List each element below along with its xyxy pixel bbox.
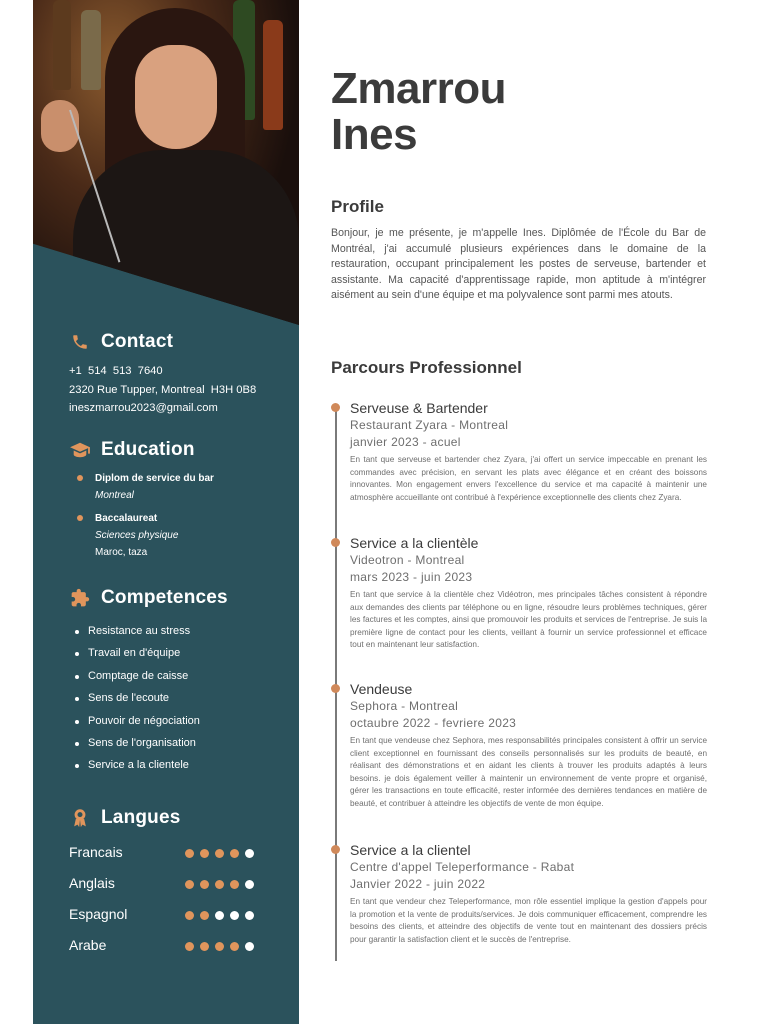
job-role: Service a la clientèle [350,535,479,551]
level-dot-filled [230,880,239,889]
level-dot-filled [200,911,209,920]
language-level [185,942,254,951]
level-dot-filled [230,942,239,951]
language-row [69,937,269,957]
level-dot-filled [200,942,209,951]
job-description: En tant que vendeur chez Teleperformance, mon rôle essentiel implique la gestion d'appels pour la promotion et la vente de produits/services. Je dois communiquer efficacement, comprendre les besoins des clients, et atteindre des objectifs de vente tout en maintenant des dossiers précis pour garantir la satisfaction client et le succès de l'entreprise. [350,897,707,944]
contact-address: 2320 Rue Tupper, Montreal H3H 0B8 [69,383,257,396]
level-dot-empty [215,911,224,920]
job-entry [331,680,707,811]
level-dot-empty [245,911,254,920]
puzzle-icon [69,587,91,609]
education-item-location: Montreal [95,490,134,501]
profile-title: Profile [331,197,384,216]
education-item-field: Sciences physique [95,530,179,541]
language-row [69,875,269,895]
level-dot-filled [185,942,194,951]
job-description: En tant que service à la clientèle chez Vidéotron, mes principales tâches consistent à répondre aux demandes des clients par téléphone ou en ligne, résoudre leurs problèmes techniques, gérer les factures et les comptes, ainsi que promouvoir les produits et services de l'entreprise. Je suis la première ligne de contact pour les clients, veillant à fournir un service professionnel et efficace tout en maintenant leur satisfaction. [350,590,707,650]
level-dot-filled [215,880,224,889]
job-role: Service a la clientel [350,842,471,858]
language-level [185,849,254,858]
job-company: Videotron - Montreal [350,553,465,567]
competences-section [33,586,299,777]
language-row [69,906,269,926]
competence-item: Sens de l'ecoute [69,687,299,709]
level-dot-empty [245,942,254,951]
level-dot-filled [185,911,194,920]
contact-phone[interactable]: +1 514 513 7640 [69,365,163,377]
education-item-title: Diplom de service du bar [95,473,214,484]
level-dot-filled [200,849,209,858]
competences-list [69,620,299,777]
competence-item: Pouvoir de négociation [69,710,299,732]
education-item [69,510,299,561]
level-dot-filled [200,880,209,889]
contact-section [33,330,299,418]
sidebar [33,0,299,1024]
job-dates: janvier 2023 - acuel [350,434,461,449]
level-dot-empty [245,849,254,858]
education-title: Education [101,439,195,460]
language-name: Arabe [69,937,107,953]
job-entry [331,534,707,652]
level-dot-filled [185,880,194,889]
competences-title: Competences [101,587,228,608]
profile-text: Bonjour, je me présente, je m'appelle Ines. Diplômée de l'École du Bar de Montréal, j'ai accumulé plusieurs expériences dans le domaine de la restauration, occupant principalement les postes de serveuse, bartender et assistante. Ma capacité d'apprentissage rapide, mon aptitude à m'intégrer aisément au sein d'une équipe et ma polyvalence sont parmi mes atouts. [331,227,706,302]
language-level [185,880,254,889]
competence-item: Sens de l'organisation [69,732,299,754]
job-dates: octaubre 2022 - fevriere 2023 [350,715,517,730]
career-title: Parcours Professionnel [331,358,522,377]
job-description: En tant que serveuse et bartender chez Zyara, j'ai offert un service impeccable en prenant les commandes avec précision, en servant les plats avec élégance et en créant des boissons innovantes. Mon engagement envers l'excellence du service et ma capacité à maintenir une atmosphère accueillante ont contribué à l'expérience exceptionnelle des clients chez Zyara. [350,455,707,502]
language-level [185,911,254,920]
job-company: Restaurant Zyara - Montreal [350,418,509,432]
language-name: Francais [69,844,123,860]
competence-item: Service a la clientele [69,754,299,776]
phone-icon [69,331,91,353]
level-dot-filled [230,849,239,858]
level-dot-filled [185,849,194,858]
timeline-bullet [331,538,340,547]
competence-item: Travail en d'équipe [69,642,299,664]
job-role: Serveuse & Bartender [350,400,488,416]
name-second-line: Ines [331,110,418,159]
education-section [33,438,299,561]
timeline-bullet [331,845,340,854]
contact-title: Contact [101,331,174,352]
job-entry [331,841,707,946]
job-description: En tant que vendeuse chez Sephora, mes responsabilités principales consistent à offrir un service client exceptionnel en fournissant des conseils personnalisés sur les produits de beauté, en réalisant des démonstrations et en aidant les clients à trouver les produits adaptés à leurs besoins. je dois également veiller à maintenir un environnement de vente propre et organisé, gérer les transactions en toute efficacité, rester informée des dernières tendances en matière de beauté, et contribuer à atteindre les objectifs de vente de mon équipe. [350,736,707,808]
language-name: Anglais [69,875,115,891]
language-row [69,844,269,864]
job-dates: mars 2023 - juin 2023 [350,569,473,584]
award-ribbon-icon [69,807,91,829]
job-role: Vendeuse [350,681,413,697]
language-name: Espagnol [69,906,128,922]
candidate-name [331,66,506,158]
competence-item: Comptage de caisse [69,665,299,687]
education-item [69,470,299,504]
timeline-bullet [331,684,340,693]
contact-email[interactable]: ineszmarrou2023@gmail.com [69,402,218,414]
education-item-location: Maroc, taza [95,547,148,558]
level-dot-filled [215,942,224,951]
job-company: Centre d'appel Teleperformance - Rabat [350,860,575,874]
profile-photo [33,0,299,325]
level-dot-empty [245,880,254,889]
level-dot-filled [215,849,224,858]
timeline-bullet [331,403,340,412]
job-entry [331,399,707,504]
langues-section [33,806,299,830]
graduation-cap-icon [69,439,91,461]
name-first-line: Zmarrou [331,64,506,113]
langues-title: Langues [101,807,181,828]
education-item-title: Baccalaureat [95,513,158,524]
job-company: Sephora - Montreal [350,699,459,713]
job-dates: Janvier 2022 - juin 2022 [350,876,486,891]
competence-item: Resistance au stress [69,620,299,642]
level-dot-empty [230,911,239,920]
